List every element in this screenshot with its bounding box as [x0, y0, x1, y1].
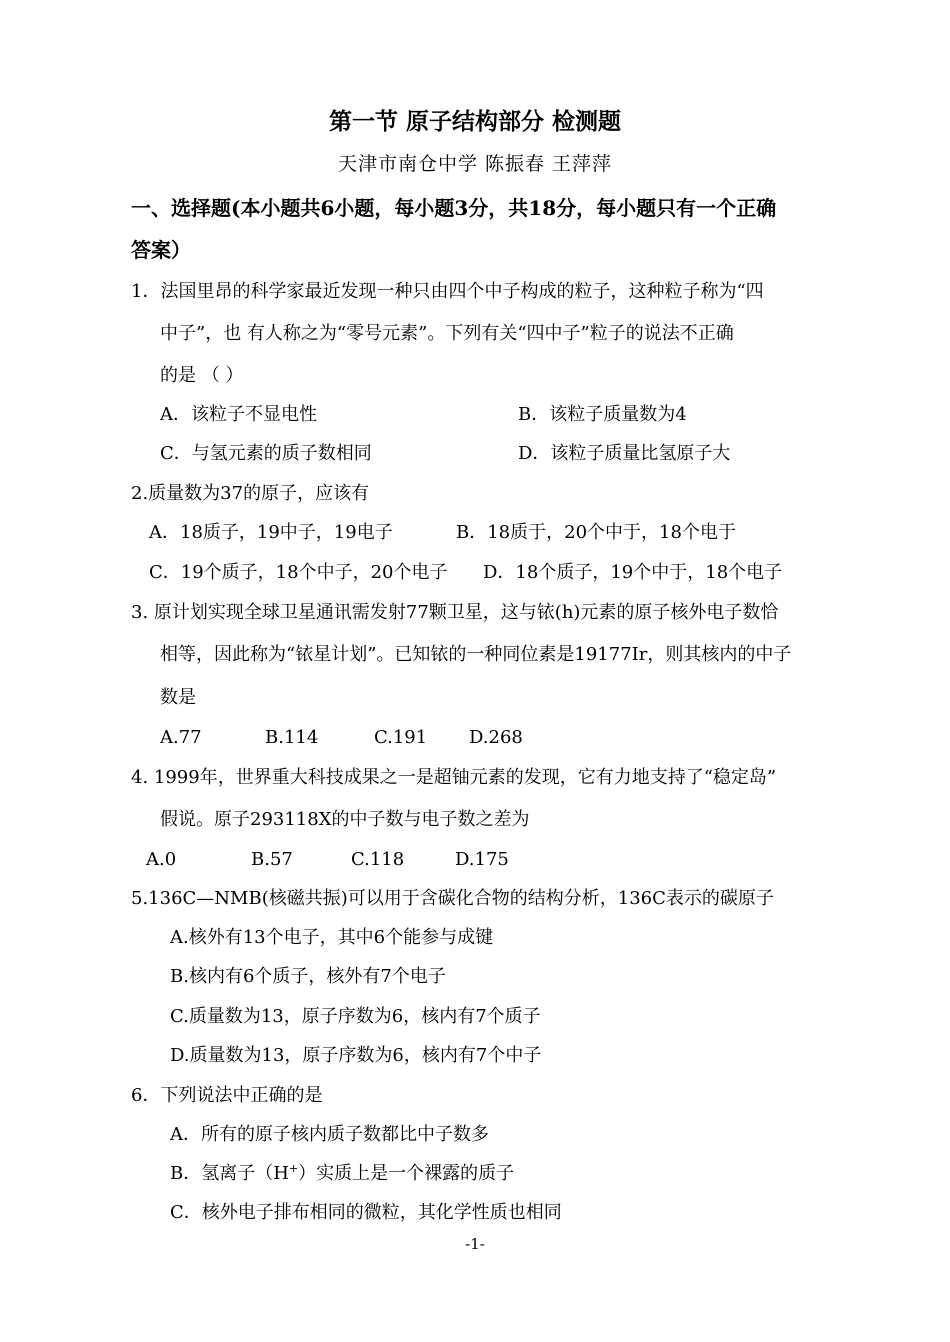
q5-stem: 5.136C—NMB(核磁共振)可以用于含碳化合物的结构分析，136C表示的碳原子 — [131, 888, 774, 909]
document-title: 第一节 原子结构部分 检测题 — [328, 108, 621, 135]
q2-option-a: A．18质子，19中子，19电子 — [149, 522, 393, 543]
section-heading-line1: 一、选择题(本小题共6小题，每小题3分，共18分，每小题只有一个正确 — [131, 196, 777, 220]
q6-option-b-superscript: + — [288, 1162, 299, 1175]
q6-option-c: C．核外电子排布相同的微粒，其化学性质也相同 — [170, 1202, 562, 1223]
q6-option-b — [170, 1162, 514, 1186]
q1-option-d: D．该粒子质量比氢原子大 — [518, 443, 731, 464]
q3-option-b: B.114 — [265, 727, 319, 748]
q4-stem-line2: 假说。原子293118X的中子数与电子数之差为 — [160, 809, 530, 830]
section-heading-line2: 答案） — [131, 238, 191, 262]
q3-option-a: A.77 — [160, 727, 202, 748]
q1-option-c: C．与氢元素的质子数相同 — [160, 443, 372, 464]
q3-option-d: D.268 — [469, 727, 523, 748]
q2-option-c: C．19个质子，18个中子，20个电子 — [149, 562, 448, 583]
q5-option-a: A.核外有13个电子，其中6个能参与成键 — [170, 927, 494, 948]
q6-option-b-prefix: B．氢离子（H — [170, 1163, 289, 1184]
q4-stem-line1: 4. 1999年，世界重大科技成果之一是超铀元素的发现，它有力地支持了“稳定岛” — [131, 767, 777, 788]
q4-option-a: A.0 — [146, 849, 177, 870]
q6-option-a: A．所有的原子核内质子数都比中子数多 — [170, 1124, 489, 1145]
q2-option-b: B．18质于，20个中于，18个电于 — [456, 522, 736, 543]
q2-stem: 2.质量数为37的原子，应该有 — [131, 483, 370, 504]
q3-option-c: C.191 — [374, 727, 428, 748]
q2-option-d: D．18个质子，19个中于，18个电子 — [483, 562, 783, 583]
q5-option-d: D.质量数为13，原子序数为6，核内有7个中子 — [170, 1045, 542, 1066]
q3-stem-line1: 3. 原计划实现全球卫星通讯需发射77颗卫星，这与铱(h)元素的原子核外电子数恰 — [131, 602, 779, 623]
q5-option-b: B.核内有6个质子，核外有7个电子 — [170, 966, 446, 987]
q5-option-c: C.质量数为13，原子序数为6，核内有7个质子 — [170, 1006, 541, 1027]
q4-option-d: D.175 — [455, 849, 509, 870]
q6-stem: 6．下列说法中正确的是 — [131, 1085, 323, 1106]
q6-option-b-suffix: ）实质上是一个裸露的质子 — [298, 1163, 515, 1184]
q1-stem-line1: 1．法国里昂的科学家最近发现一种只由四个中子构成的粒子，这种粒子称为“四 — [131, 281, 764, 302]
author-line: 天津市南仓中学 陈振春 王萍萍 — [337, 153, 613, 175]
q4-option-b: B.57 — [251, 849, 293, 870]
q4-option-c: C.118 — [351, 849, 405, 870]
q1-stem-line2: 中子”，也 有人称之为“零号元素”。下列有关“四中子”粒子的说法不正确 — [160, 323, 734, 344]
q1-option-b: B．该粒子质量数为4 — [518, 404, 687, 425]
page-number: -1- — [465, 1235, 485, 1253]
q1-stem-line3: 的是 （ ） — [160, 365, 244, 386]
q3-stem-line3: 数是 — [160, 687, 196, 708]
q3-stem-line2: 相等，因此称为“铱星计划”。已知铱的一种同位素是19177Ir，则其核内的中子 — [160, 644, 792, 665]
q1-option-a: A．该粒子不显电性 — [160, 404, 317, 425]
